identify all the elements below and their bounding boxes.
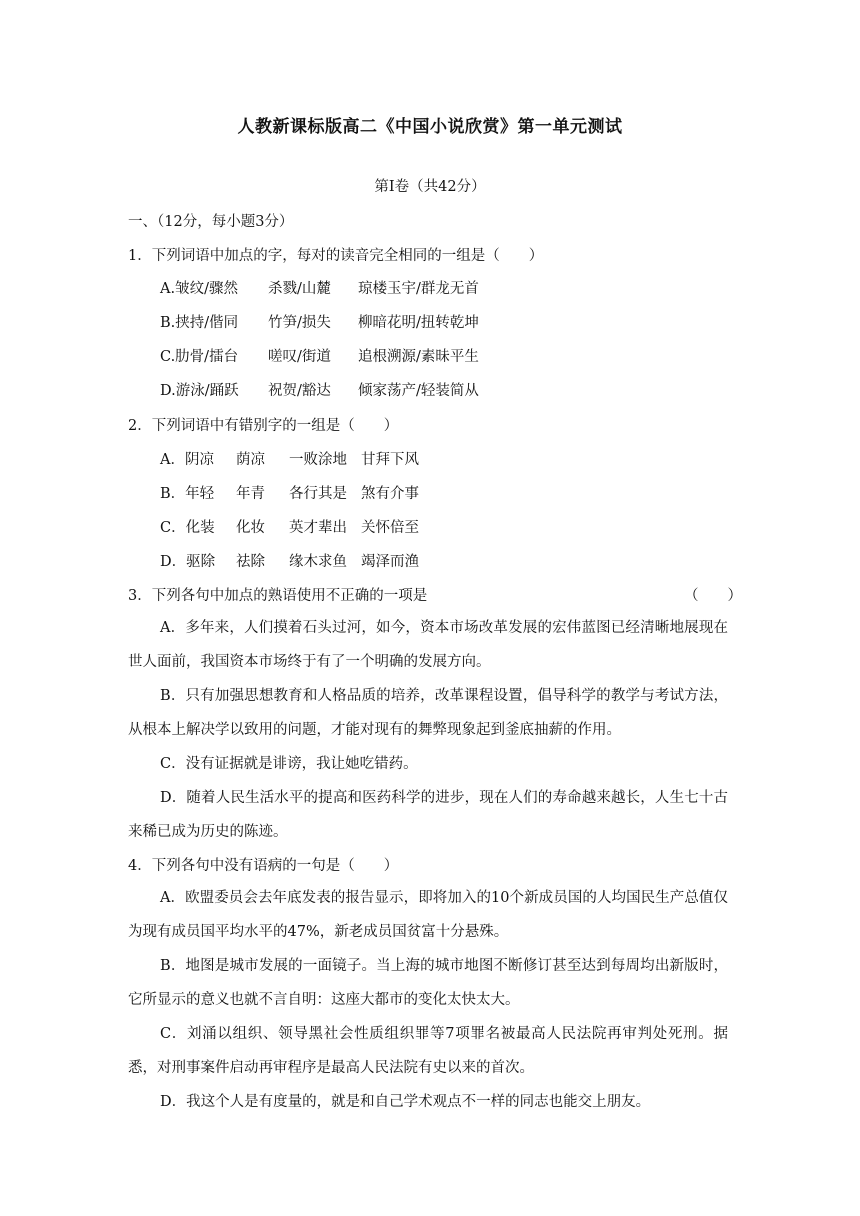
q4-option-b: B．地图是城市发展的一面镜子。当上海的城市地图不断修订甚至达到每周均出新版时，它所显示的意义也就不言自明：这座大都市的变化太快太大。 <box>128 958 728 1008</box>
q2-stem: 2．下列词语中有错别字的一组是（ ） <box>128 418 399 434</box>
q2-option-a: A．阴凉 荫凉 一败涂地 甘拜下风 <box>160 452 419 468</box>
q4-option-a: A．欧盟委员会去年底发表的报告显示，即将加入的10个新成员国的人均国民生产总值仅为现有成员国平均水平的47%，新老成员国贫富十分悬殊。 <box>128 890 728 940</box>
q3-option-a: A．多年来，人们摸着石头过河，如今，资本市场改革发展的宏伟蓝图已经清晰地展现在世人面前，我国资本市场终于有了一个明确的发展方向。 <box>128 620 728 670</box>
q3-answer-paren: （ ） <box>684 588 742 604</box>
q3-option-c: C．没有证据就是诽谤，我让她吃错药。 <box>160 756 418 772</box>
q1-option-d: D.游泳/踊跃 祝贺/豁达 倾家荡产/轻装简从 <box>160 383 479 399</box>
q2-option-b: B．年轻 年青 各行其是 煞有介事 <box>160 486 419 502</box>
q4-option-d: D．我这个人是有度量的，就是和自己学术观点不一样的同志也能交上朋友。 <box>160 1094 651 1110</box>
q1-option-b: B.挟持/偕同 竹笋/损失 柳暗花明/扭转乾坤 <box>160 315 479 331</box>
part-title: 第Ⅰ卷（共42分） <box>374 179 486 195</box>
q1-stem: 1．下列词语中加点的字，每对的读音完全相同的一组是（ ） <box>128 248 544 264</box>
q1-option-c: C.肋骨/擂台 嗟叹/街道 追根溯源/素昧平生 <box>160 349 479 365</box>
q4-stem: 4．下列各句中没有语病的一句是（ ） <box>128 858 399 874</box>
q1-option-a: A.皱纹/骤然 杀戮/山麓 琼楼玉宇/群龙无首 <box>160 281 479 297</box>
section-heading: 一、（12分，每小题3分） <box>128 214 294 230</box>
q2-option-c: C．化装 化妆 英才辈出 关怀倍至 <box>160 520 419 536</box>
q3-stem: 3．下列各句中加点的熟语使用不正确的一项是 <box>128 588 428 604</box>
q2-option-d: D．驱除 祛除 缘木求鱼 竭泽而渔 <box>160 554 419 570</box>
q3-option-d: D．随着人民生活水平的提高和医药科学的进步，现在人们的寿命越来越长，人生七十古来稀已成为历史的陈迹。 <box>128 790 728 840</box>
page-title: 人教新课标版高二《中国小说欣赏》第一单元测试 <box>237 117 623 137</box>
q3-option-b: B．只有加强思想教育和人格品质的培养，改革课程设置，倡导科学的教学与考试方法，从根本上解决学以致用的问题，才能对现有的舞弊现象起到釜底抽薪的作用。 <box>128 688 728 738</box>
q4-option-c: C．刘涌以组织、领导黑社会性质组织罪等7项罪名被最高人民法院再审判处死刑。据悉，对刑事案件启动再审程序是最高人民法院有史以来的首次。 <box>128 1026 728 1076</box>
